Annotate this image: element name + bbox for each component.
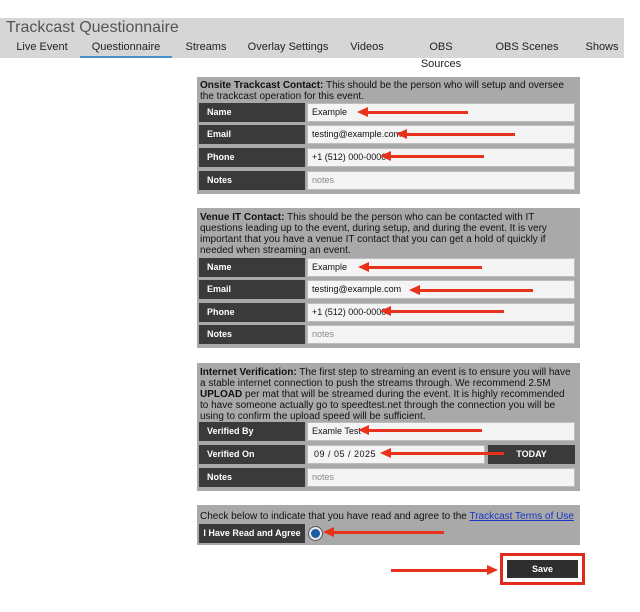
onsite-name-label: Name (199, 103, 305, 122)
internet-heading: Internet Verification: (200, 367, 297, 378)
internet-notes-input[interactable]: notes (307, 468, 575, 487)
annotation-arrow (367, 266, 482, 269)
save-button[interactable]: Save (507, 560, 578, 578)
save-highlight-frame (500, 553, 585, 585)
verified-on-label: Verified On (199, 445, 305, 464)
onsite-description (200, 80, 575, 102)
onsite-phone-input[interactable]: +1 (512) 000-0000 (307, 148, 575, 167)
annotation-arrow (389, 310, 504, 313)
tab-bar (0, 39, 624, 70)
onsite-notes-row (199, 171, 575, 190)
terms-agreement-section (197, 505, 580, 545)
onsite-email-row (199, 125, 575, 144)
venue-it-phone-input[interactable]: +1 (512) 000-0000 (307, 303, 575, 322)
annotation-arrow (367, 429, 482, 432)
internet-description-text-1: The first step to streaming an event is to ensure you will have a stable internet connection to push the streams through. We recommend 2.5M (200, 367, 571, 389)
verified-by-label: Verified By (199, 422, 305, 441)
terms-of-use-link[interactable]: Trackcast Terms of Use (469, 511, 574, 522)
onsite-phone-label: Phone (199, 148, 305, 167)
annotation-arrow (418, 289, 533, 292)
verified-on-date-input[interactable]: 09 / 05 / 2025 (307, 445, 485, 464)
onsite-name-input[interactable]: Example (307, 103, 575, 122)
internet-description (200, 367, 575, 422)
today-button[interactable]: TODAY (488, 445, 575, 464)
terms-prompt: Check below to indicate that you have read and agree to the (200, 511, 470, 522)
tab-shows[interactable]: Shows (585, 41, 619, 53)
verified-by-input[interactable]: Examle Test (307, 422, 575, 441)
tab-overlay-settings[interactable]: Overlay Settings (247, 41, 329, 53)
read-and-agree-label: I Have Read and Agree (199, 524, 305, 543)
venue-it-description (200, 212, 575, 256)
venue-it-notes-input[interactable]: notes (307, 325, 575, 344)
app-title: Trackcast Questionnaire (6, 19, 179, 36)
internet-verification-section (197, 363, 580, 491)
annotation-arrow (391, 569, 489, 572)
tab-questionnaire[interactable]: Questionnaire (80, 39, 172, 58)
onsite-notes-label: Notes (199, 171, 305, 190)
venue-it-notes-label: Notes (199, 325, 305, 344)
annotation-arrow (405, 133, 515, 136)
tab-streams[interactable]: Streams (185, 41, 227, 53)
internet-notes-row (199, 468, 575, 487)
internet-notes-label: Notes (199, 468, 305, 487)
onsite-email-input[interactable]: testing@example.com (307, 125, 575, 144)
tab-obs-scenes[interactable]: OBS Scenes (495, 41, 559, 53)
venue-it-notes-row (199, 325, 575, 344)
annotation-arrow (366, 111, 468, 114)
venue-it-email-label: Email (199, 280, 305, 299)
app-header (0, 18, 624, 70)
onsite-heading: Onsite Trackcast Contact: (200, 80, 324, 91)
read-and-agree-radio[interactable] (309, 527, 322, 540)
tab-live-event[interactable]: Live Event (16, 41, 68, 53)
venue-it-name-label: Name (199, 258, 305, 277)
venue-it-heading: Venue IT Contact: (200, 212, 285, 223)
annotation-arrow (389, 452, 504, 455)
venue-it-name-input[interactable]: Example (307, 258, 575, 277)
upload-emphasis: UPLOAD (200, 389, 243, 400)
onsite-notes-input[interactable]: notes (307, 171, 575, 190)
internet-description-text-2: per mat that will be streamed during the event. It is highly recommended to have someone actually go to speedtest.net through the connection you will be using to confirm the upload speed will be sufficient. (200, 389, 565, 422)
tab-obs-sources[interactable]: OBS Sources (420, 41, 462, 70)
venue-it-section (197, 208, 580, 348)
onsite-contact-section (197, 77, 580, 194)
annotation-arrow (332, 531, 444, 534)
venue-it-email-input[interactable]: testing@example.com (307, 280, 575, 299)
annotation-arrow (389, 155, 484, 158)
onsite-email-label: Email (199, 125, 305, 144)
tab-videos[interactable]: Videos (350, 41, 384, 53)
venue-it-phone-label: Phone (199, 303, 305, 322)
terms-agreement-text (200, 511, 574, 522)
venue-it-description-text: This should be the person who can be contacted with IT questions leading up to the event, during setup, and during the event. It is very important that you have a venue IT contact that you can get a hold of quickly if needed when streaming an event. (200, 212, 547, 256)
onsite-description-text: This should be the person who will setup and oversee the trackcast operation for this event. (200, 80, 564, 102)
